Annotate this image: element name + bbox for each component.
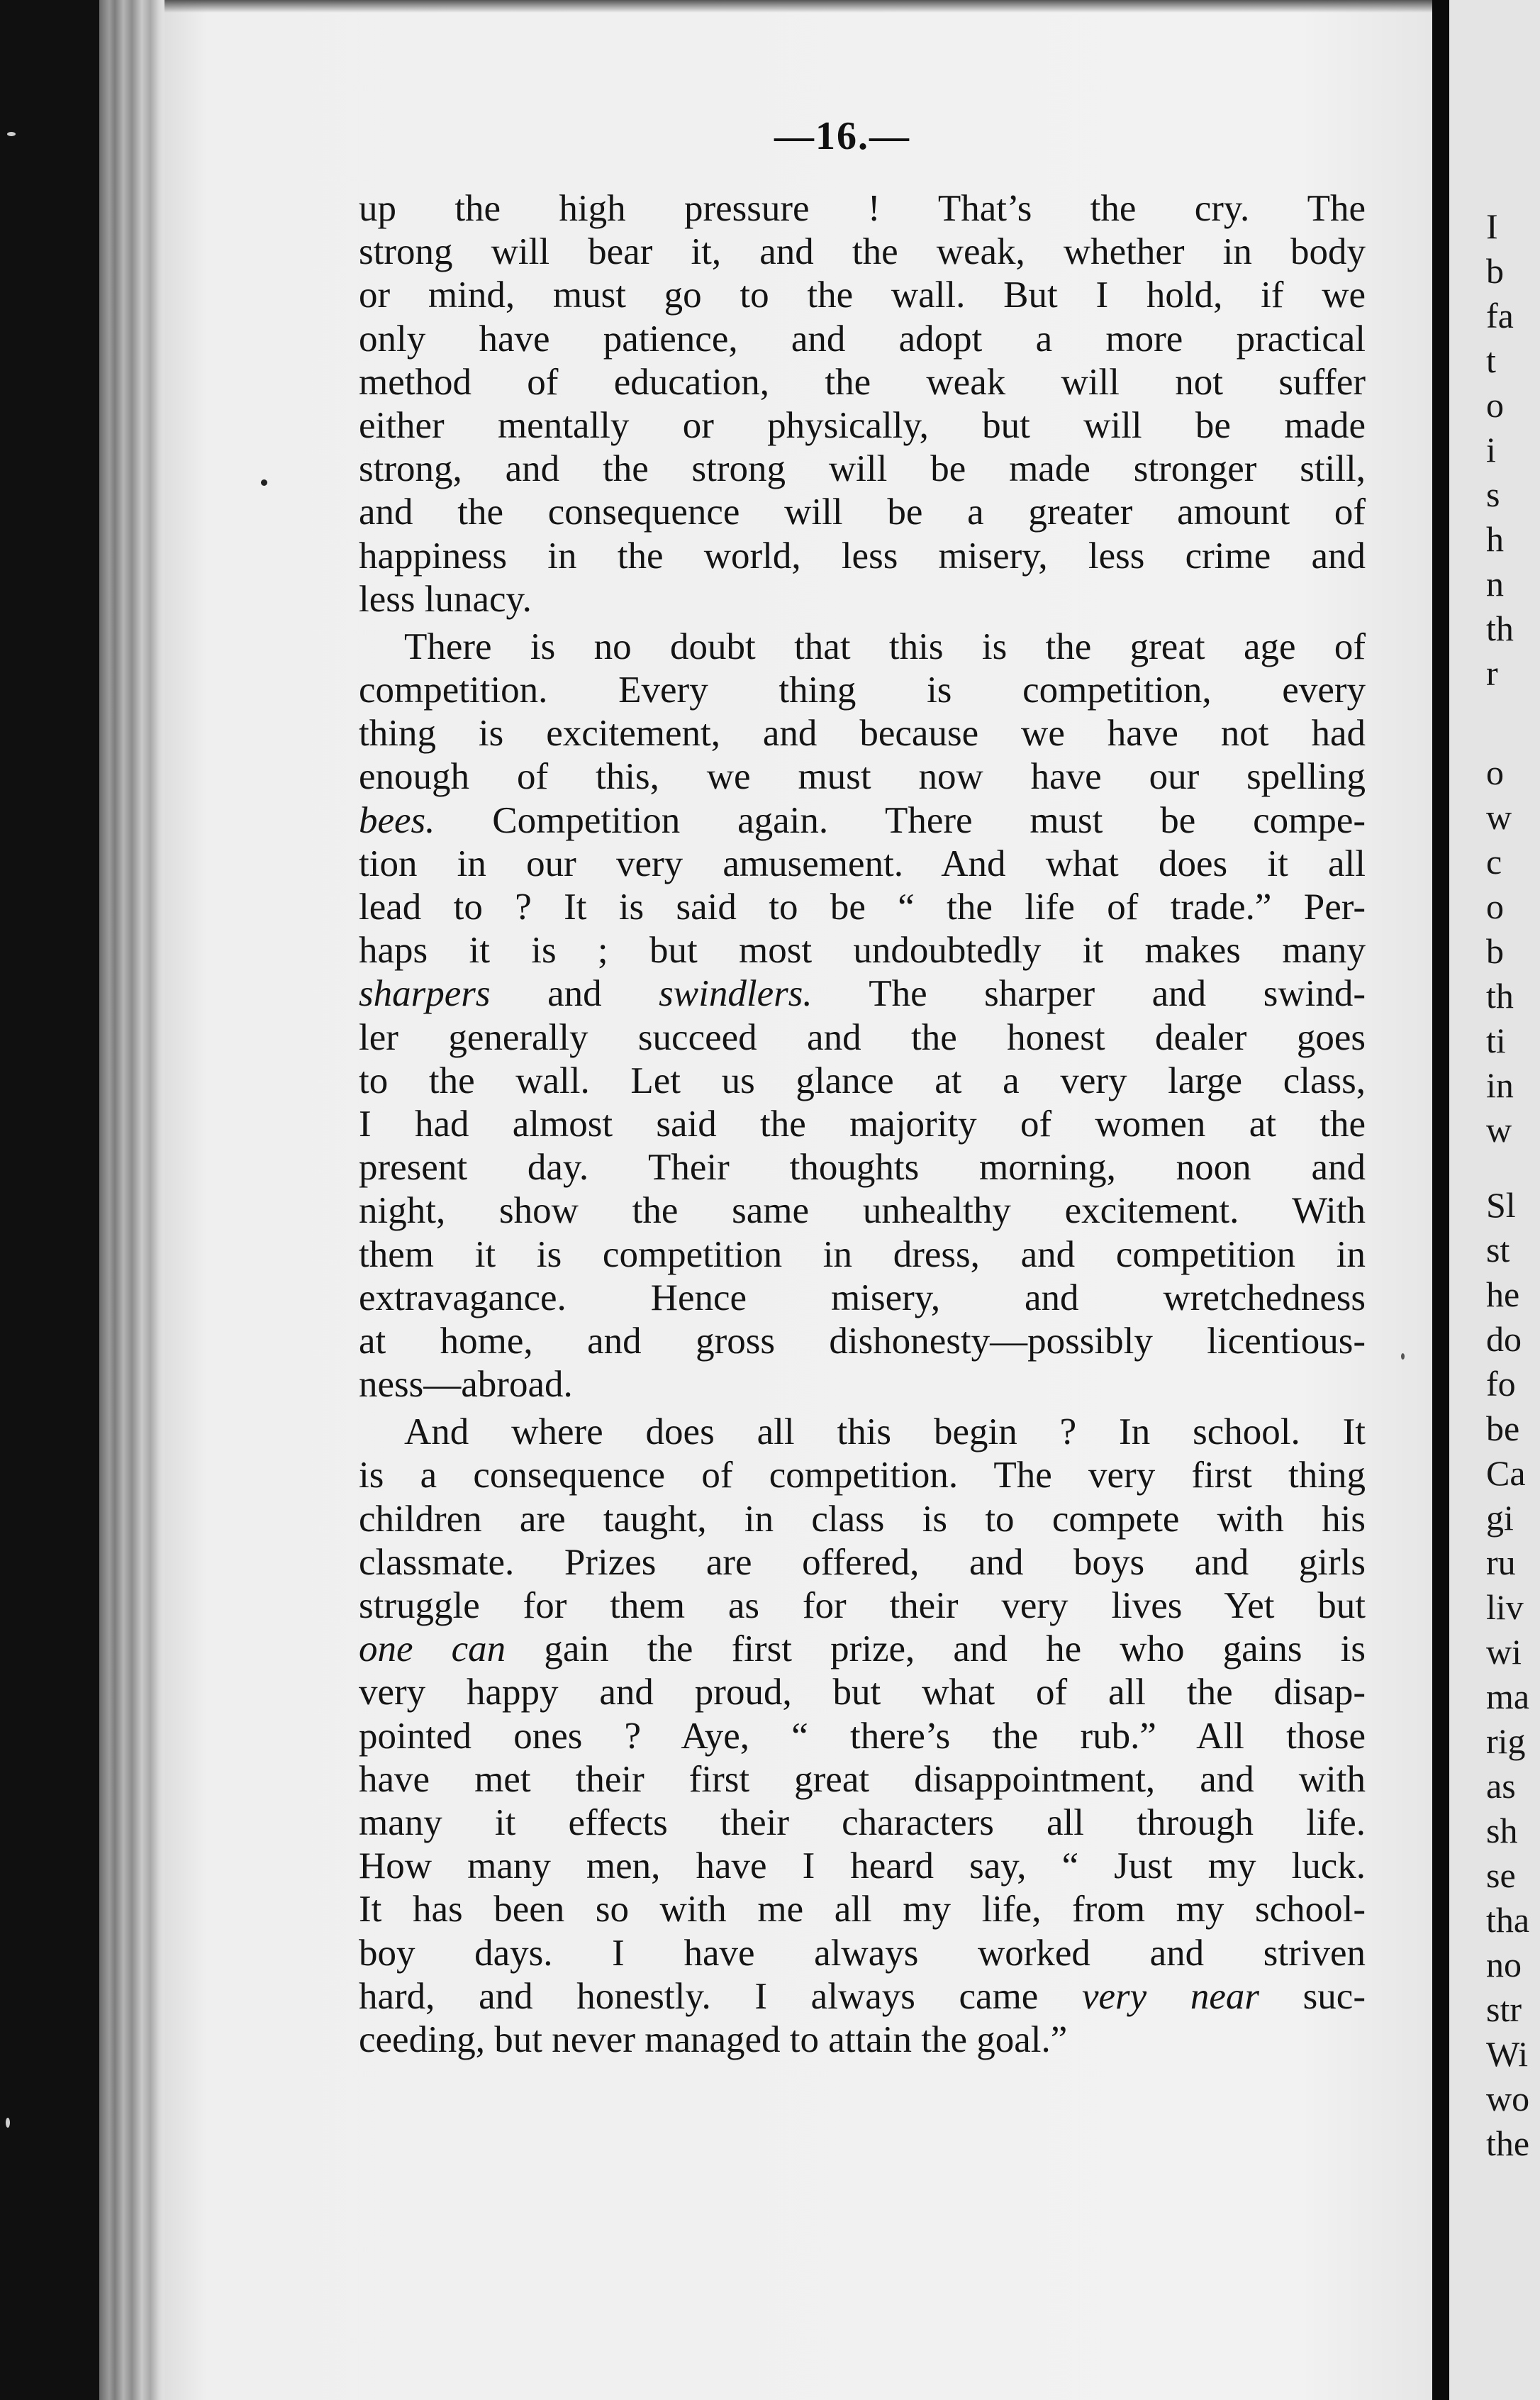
text-line: method of education, the weak will not suffer (359, 361, 1366, 403)
text-line: struggle for them as for their very lives Yet but (359, 1585, 1366, 1626)
text-line: present day. Their thoughts morning, noon and (359, 1147, 1366, 1189)
text-line: extravagance. Hence misery, and wretchedness (359, 1277, 1366, 1318)
facing-page-fragment: se (1486, 1855, 1516, 1895)
facing-page-fragment: rig (1486, 1721, 1526, 1761)
facing-page-fragment: he (1486, 1274, 1520, 1314)
text-line: strong will bear it, and the weak, whether in body (359, 231, 1366, 273)
text-line: and the consequence will be a greater amount of (359, 491, 1366, 533)
text-line: only have patience, and adopt a more practical (359, 318, 1366, 360)
page-top-shadow (164, 0, 1432, 13)
facing-page-fragment: no (1486, 1945, 1522, 1984)
facing-page-fragment: liv (1486, 1587, 1524, 1627)
text-line: thing is excitement, and because we have not had (359, 713, 1366, 755)
facing-page-fragment: th (1486, 609, 1514, 648)
text-line: children are taught, in class is to compete with his (359, 1498, 1366, 1540)
italic-emphasis: one can (359, 1628, 506, 1670)
text-line: And where does all this begin ? In school. It (404, 1411, 1366, 1453)
text-line: hard, and honestly. I always came very near suc- (359, 1975, 1366, 2017)
text-line: up the high pressure ! That’s the cry. The (359, 188, 1366, 229)
text-line: enough of this, we must now have our spelling (359, 756, 1366, 798)
facing-page-fragment: Wi (1486, 2034, 1529, 2074)
facing-page-fragment: fo (1486, 1364, 1516, 1404)
text-line: There is no doubt that this is the great age of (404, 626, 1366, 667)
page-number: —16.— (774, 114, 910, 158)
facing-page-fragment: o (1486, 385, 1504, 425)
facing-page-fragment: be (1486, 1409, 1520, 1448)
text-line: less lunacy. (359, 578, 532, 620)
facing-page-fragment: t (1486, 340, 1496, 380)
text-line: is a consequence of competition. The very first thing (359, 1455, 1366, 1496)
facing-page-fragment: i (1486, 430, 1496, 470)
facing-page-fragment: fa (1486, 296, 1514, 335)
scan-speck (6, 2118, 10, 2128)
text-line: happiness in the world, less misery, less crime and (359, 535, 1366, 577)
facing-page-fragment: n (1486, 564, 1504, 604)
facing-page-fragment: ti (1486, 1021, 1506, 1060)
text-line: boy days. I have always worked and striven (359, 1932, 1366, 1974)
text-line: ness—abroad. (359, 1364, 573, 1406)
facing-page (1449, 0, 1540, 2400)
text-line: It has been so with me all my life, from my school- (359, 1889, 1366, 1930)
text-line: classmate. Prizes are offered, and boys and girls (359, 1541, 1366, 1583)
book-gutter (1432, 0, 1449, 2400)
facing-page-fragment: the (1486, 2123, 1530, 2163)
facing-page-fragment: in (1486, 1065, 1514, 1105)
facing-page-fragment: c (1486, 842, 1502, 882)
facing-page-fragment: r (1486, 653, 1498, 693)
facing-page-fragment: ma (1486, 1677, 1530, 1716)
facing-page-fragment: b (1486, 251, 1504, 291)
text-line: one can gain the first prize, and he who gains is (359, 1628, 1366, 1670)
facing-page-fragment: str (1486, 1989, 1522, 2029)
facing-page-fragment: b (1486, 931, 1504, 971)
facing-page-fragment: wi (1486, 1632, 1522, 1672)
facing-page-fragment: h (1486, 519, 1504, 559)
italic-emphasis: very near (1081, 1975, 1259, 2017)
facing-page-fragment: o (1486, 887, 1504, 926)
text-line: tion in our very amusement. And what does it all (359, 843, 1366, 884)
text-line: very happy and proud, but what of all the disap- (359, 1672, 1366, 1713)
text-line: bees. Competition again. There must be compe- (359, 799, 1366, 841)
text-line: pointed ones ? Aye, “ there’s the rub.” All those (359, 1715, 1366, 1757)
facing-page-fragment: th (1486, 976, 1514, 1016)
book-page-edges (99, 0, 164, 2400)
text-line: to the wall. Let us glance at a very large class, (359, 1060, 1366, 1101)
text-line: haps it is ; but most undoubtedly it makes many (359, 930, 1366, 972)
scan-speck (261, 479, 267, 486)
text-line: them it is competition in dress, and competition in (359, 1233, 1366, 1275)
text-line: many it effects their characters all through life. (359, 1801, 1366, 1843)
text-line: lead to ? It is said to be “ the life of trade.” Per- (359, 887, 1366, 928)
italic-emphasis: sharpers (359, 973, 491, 1015)
text-line: ler generally succeed and the honest dealer goes (359, 1016, 1366, 1058)
facing-page-fragment: ru (1486, 1543, 1516, 1582)
facing-page-fragment: w (1486, 1110, 1512, 1150)
text-line: at home, and gross dishonesty—possibly licentious- (359, 1320, 1366, 1362)
text-line: competition. Every thing is competition, every (359, 670, 1366, 711)
text-line: night, show the same unhealthy excitement. With (359, 1190, 1366, 1232)
text-line: either mentally or physically, but will be made (359, 404, 1366, 446)
scan-speck (1401, 1353, 1405, 1360)
scan-speck (7, 132, 16, 136)
facing-page-fragment: st (1486, 1230, 1510, 1270)
text-line: strong, and the strong will be made stronger still, (359, 448, 1366, 490)
page-body-text (359, 187, 1366, 2062)
facing-page-fragment: w (1486, 797, 1512, 837)
facing-page-fragment: I (1486, 206, 1498, 246)
text-line: sharpers and swindlers. The sharper and swind- (359, 973, 1366, 1015)
text-line: or mind, must go to the wall. But I hold, if we (359, 274, 1366, 316)
text-line: have met their first great disappointment, and with (359, 1758, 1366, 1800)
facing-page-fragment: as (1486, 1766, 1516, 1806)
text-line: How many men, have I heard say, “ Just my luck. (359, 1845, 1366, 1887)
facing-page-fragment: do (1486, 1319, 1522, 1359)
text-line: ceeding, but never managed to attain the goal.” (359, 2018, 1068, 2060)
facing-page-fragment: o (1486, 752, 1504, 792)
facing-page-fragment: tha (1486, 1900, 1530, 1940)
facing-page-fragment: Sl (1486, 1185, 1516, 1225)
text-line: I had almost said the majority of women at the (359, 1103, 1366, 1145)
scan-background-left (0, 0, 99, 2400)
facing-page-fragment: Ca (1486, 1453, 1526, 1493)
facing-page-fragment: sh (1486, 1811, 1518, 1850)
facing-page-fragment: gi (1486, 1498, 1514, 1538)
italic-emphasis: swindlers. (659, 973, 813, 1015)
facing-page-fragment: s (1486, 474, 1500, 514)
facing-page-fragment: wo (1486, 2079, 1530, 2118)
italic-emphasis: bees. (359, 799, 435, 841)
